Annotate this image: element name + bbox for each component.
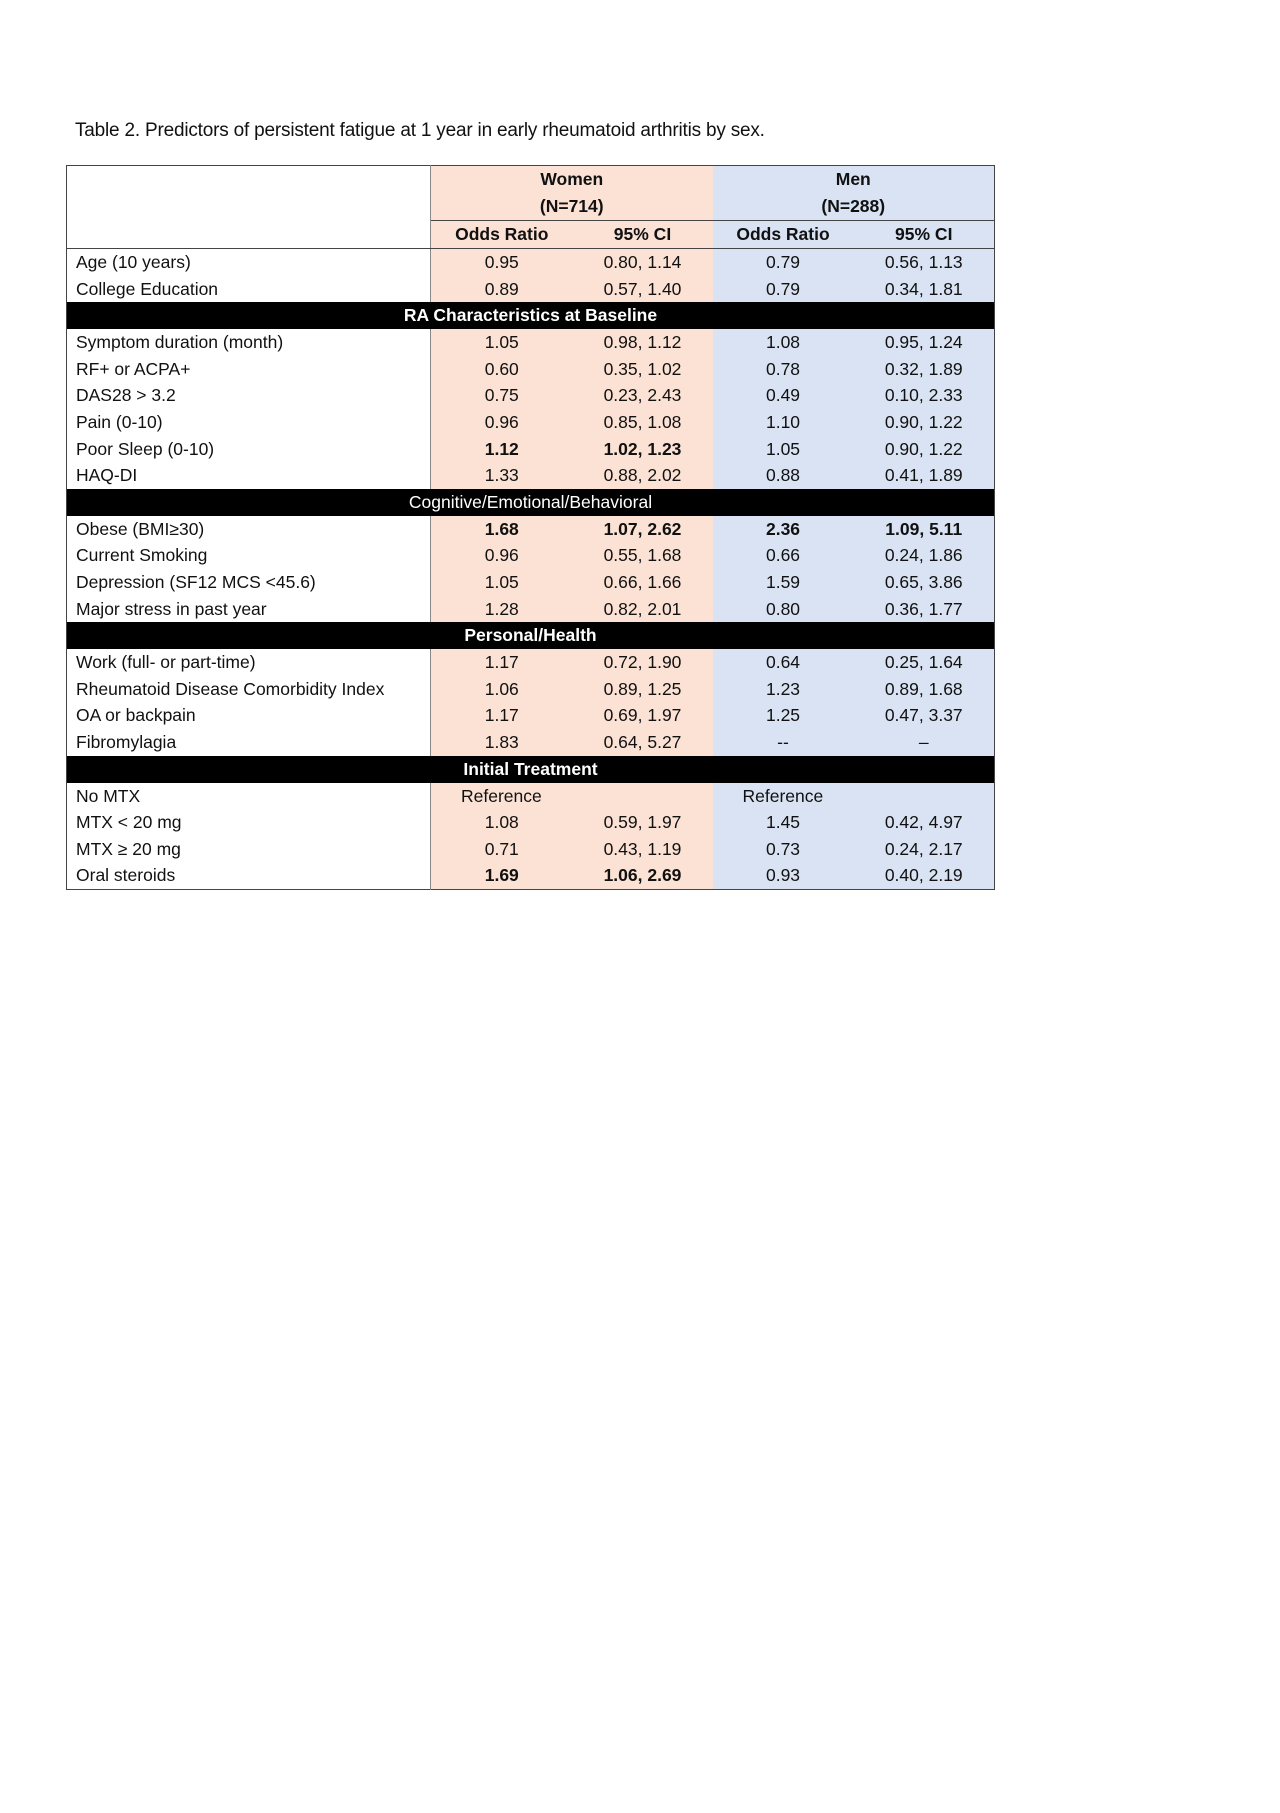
row-label: Symptom duration (month) bbox=[67, 329, 431, 356]
table-row bbox=[67, 569, 995, 596]
table-row bbox=[67, 462, 995, 489]
men-odds-ratio: 1.59 bbox=[713, 569, 854, 596]
women-ci: 0.59, 1.97 bbox=[573, 809, 713, 836]
header-women-or: Odds Ratio bbox=[431, 221, 573, 249]
women-odds-ratio: 1.17 bbox=[431, 702, 573, 729]
table-row bbox=[67, 862, 995, 889]
women-odds-ratio: 1.12 bbox=[431, 436, 573, 463]
women-odds-ratio: 1.28 bbox=[431, 596, 573, 623]
men-ci: 0.95, 1.24 bbox=[854, 329, 995, 356]
row-label: Major stress in past year bbox=[67, 596, 431, 623]
header-women: Women bbox=[431, 166, 713, 194]
men-odds-ratio: 0.79 bbox=[713, 276, 854, 303]
header-blank bbox=[67, 166, 431, 194]
row-label: DAS28 > 3.2 bbox=[67, 382, 431, 409]
women-ci: 0.80, 1.14 bbox=[573, 249, 713, 276]
women-odds-ratio: 1.68 bbox=[431, 516, 573, 543]
row-label: OA or backpain bbox=[67, 702, 431, 729]
row-label: Depression (SF12 MCS <45.6) bbox=[67, 569, 431, 596]
table-row bbox=[67, 249, 995, 276]
women-odds-ratio: 1.05 bbox=[431, 569, 573, 596]
men-odds-ratio: 1.10 bbox=[713, 409, 854, 436]
men-odds-ratio: 0.80 bbox=[713, 596, 854, 623]
section-heading: Initial Treatment bbox=[67, 756, 995, 783]
table-row bbox=[67, 409, 995, 436]
header-women-ci: 95% CI bbox=[573, 221, 713, 249]
women-ci: 1.06, 2.69 bbox=[573, 862, 713, 889]
table-row bbox=[67, 276, 995, 303]
women-odds-ratio: 0.89 bbox=[431, 276, 573, 303]
men-ci: 0.90, 1.22 bbox=[854, 409, 995, 436]
men-odds-ratio: 0.66 bbox=[713, 542, 854, 569]
men-ci: 1.09, 5.11 bbox=[854, 516, 995, 543]
women-ci: 1.02, 1.23 bbox=[573, 436, 713, 463]
header-blank bbox=[67, 221, 431, 249]
men-ci: 0.25, 1.64 bbox=[854, 649, 995, 676]
table-row bbox=[67, 649, 995, 676]
header-men-ci: 95% CI bbox=[854, 221, 995, 249]
women-ci: 0.98, 1.12 bbox=[573, 329, 713, 356]
table-row bbox=[67, 809, 995, 836]
men-odds-ratio: 0.79 bbox=[713, 249, 854, 276]
men-ci bbox=[854, 783, 995, 810]
women-odds-ratio: 1.05 bbox=[431, 329, 573, 356]
women-ci: 0.82, 2.01 bbox=[573, 596, 713, 623]
men-ci: 0.65, 3.86 bbox=[854, 569, 995, 596]
women-odds-ratio: 1.08 bbox=[431, 809, 573, 836]
table-row bbox=[67, 836, 995, 863]
men-ci: 0.40, 2.19 bbox=[854, 862, 995, 889]
section-band bbox=[67, 756, 995, 783]
men-odds-ratio: 0.88 bbox=[713, 462, 854, 489]
row-label: HAQ-DI bbox=[67, 462, 431, 489]
predictors-table bbox=[66, 165, 995, 890]
section-heading: Personal/Health bbox=[67, 622, 995, 649]
men-ci: 0.41, 1.89 bbox=[854, 462, 995, 489]
men-ci: 0.89, 1.68 bbox=[854, 676, 995, 703]
women-odds-ratio: 1.33 bbox=[431, 462, 573, 489]
women-ci: 0.23, 2.43 bbox=[573, 382, 713, 409]
men-odds-ratio: 0.64 bbox=[713, 649, 854, 676]
women-odds-ratio: 0.71 bbox=[431, 836, 573, 863]
row-label: MTX < 20 mg bbox=[67, 809, 431, 836]
row-label: MTX ≥ 20 mg bbox=[67, 836, 431, 863]
section-heading: RA Characteristics at Baseline bbox=[67, 302, 995, 329]
women-odds-ratio: 0.95 bbox=[431, 249, 573, 276]
section-band bbox=[67, 302, 995, 329]
men-ci: 0.10, 2.33 bbox=[854, 382, 995, 409]
men-ci: 0.34, 1.81 bbox=[854, 276, 995, 303]
row-label: Work (full- or part-time) bbox=[67, 649, 431, 676]
women-ci: 0.89, 1.25 bbox=[573, 676, 713, 703]
men-ci: 0.56, 1.13 bbox=[854, 249, 995, 276]
women-ci: 0.88, 2.02 bbox=[573, 462, 713, 489]
section-heading: Cognitive/Emotional/Behavioral bbox=[67, 489, 995, 516]
women-ci: 0.55, 1.68 bbox=[573, 542, 713, 569]
table-row bbox=[67, 516, 995, 543]
row-label: Pain (0-10) bbox=[67, 409, 431, 436]
header-row-group bbox=[67, 166, 995, 194]
women-odds-ratio: 1.06 bbox=[431, 676, 573, 703]
men-odds-ratio: 1.08 bbox=[713, 329, 854, 356]
women-ci: 0.35, 1.02 bbox=[573, 356, 713, 383]
men-odds-ratio: 0.49 bbox=[713, 382, 854, 409]
men-ci: 0.90, 1.22 bbox=[854, 436, 995, 463]
row-label: Age (10 years) bbox=[67, 249, 431, 276]
women-ci: 0.43, 1.19 bbox=[573, 836, 713, 863]
row-label: Rheumatoid Disease Comorbidity Index bbox=[67, 676, 431, 703]
men-odds-ratio: Reference bbox=[713, 783, 854, 810]
men-odds-ratio: 1.05 bbox=[713, 436, 854, 463]
men-ci: – bbox=[854, 729, 995, 756]
women-odds-ratio: Reference bbox=[431, 783, 573, 810]
men-odds-ratio: 0.93 bbox=[713, 862, 854, 889]
men-odds-ratio: 1.45 bbox=[713, 809, 854, 836]
women-odds-ratio: 0.96 bbox=[431, 542, 573, 569]
women-odds-ratio: 1.69 bbox=[431, 862, 573, 889]
header-men-or: Odds Ratio bbox=[713, 221, 854, 249]
men-ci: 0.24, 1.86 bbox=[854, 542, 995, 569]
men-odds-ratio: 0.73 bbox=[713, 836, 854, 863]
men-odds-ratio: 1.25 bbox=[713, 702, 854, 729]
table-row bbox=[67, 783, 995, 810]
header-men: Men bbox=[713, 166, 995, 194]
row-label: Oral steroids bbox=[67, 862, 431, 889]
table-row bbox=[67, 676, 995, 703]
row-label: Poor Sleep (0-10) bbox=[67, 436, 431, 463]
table-row bbox=[67, 596, 995, 623]
women-ci: 0.57, 1.40 bbox=[573, 276, 713, 303]
women-odds-ratio: 0.75 bbox=[431, 382, 573, 409]
men-odds-ratio: 2.36 bbox=[713, 516, 854, 543]
women-odds-ratio: 0.96 bbox=[431, 409, 573, 436]
table-row bbox=[67, 702, 995, 729]
women-ci: 0.69, 1.97 bbox=[573, 702, 713, 729]
women-ci: 0.72, 1.90 bbox=[573, 649, 713, 676]
section-band bbox=[67, 622, 995, 649]
header-row-n bbox=[67, 193, 995, 221]
header-row-columns bbox=[67, 221, 995, 249]
table-caption: Table 2. Predictors of persistent fatigue at 1 year in early rheumatoid arthritis by sex. bbox=[75, 120, 765, 141]
women-ci: 1.07, 2.62 bbox=[573, 516, 713, 543]
men-ci: 0.24, 2.17 bbox=[854, 836, 995, 863]
table-row bbox=[67, 542, 995, 569]
men-ci: 0.42, 4.97 bbox=[854, 809, 995, 836]
women-odds-ratio: 1.17 bbox=[431, 649, 573, 676]
row-label: No MTX bbox=[67, 783, 431, 810]
section-band bbox=[67, 489, 995, 516]
row-label: Fibromylagia bbox=[67, 729, 431, 756]
women-ci: 0.66, 1.66 bbox=[573, 569, 713, 596]
header-men-n: (N=288) bbox=[713, 193, 995, 221]
header-women-n: (N=714) bbox=[431, 193, 713, 221]
row-label: Obese (BMI≥30) bbox=[67, 516, 431, 543]
men-ci: 0.36, 1.77 bbox=[854, 596, 995, 623]
women-odds-ratio: 1.83 bbox=[431, 729, 573, 756]
row-label: RF+ or ACPA+ bbox=[67, 356, 431, 383]
women-ci: 0.64, 5.27 bbox=[573, 729, 713, 756]
men-odds-ratio: 1.23 bbox=[713, 676, 854, 703]
table-row bbox=[67, 382, 995, 409]
row-label: Current Smoking bbox=[67, 542, 431, 569]
table-row bbox=[67, 356, 995, 383]
men-odds-ratio: -- bbox=[713, 729, 854, 756]
women-odds-ratio: 0.60 bbox=[431, 356, 573, 383]
row-label: College Education bbox=[67, 276, 431, 303]
women-ci bbox=[573, 783, 713, 810]
men-ci: 0.32, 1.89 bbox=[854, 356, 995, 383]
header-blank bbox=[67, 193, 431, 221]
table-row bbox=[67, 729, 995, 756]
women-ci: 0.85, 1.08 bbox=[573, 409, 713, 436]
men-ci: 0.47, 3.37 bbox=[854, 702, 995, 729]
table-row bbox=[67, 329, 995, 356]
men-odds-ratio: 0.78 bbox=[713, 356, 854, 383]
table-row bbox=[67, 436, 995, 463]
